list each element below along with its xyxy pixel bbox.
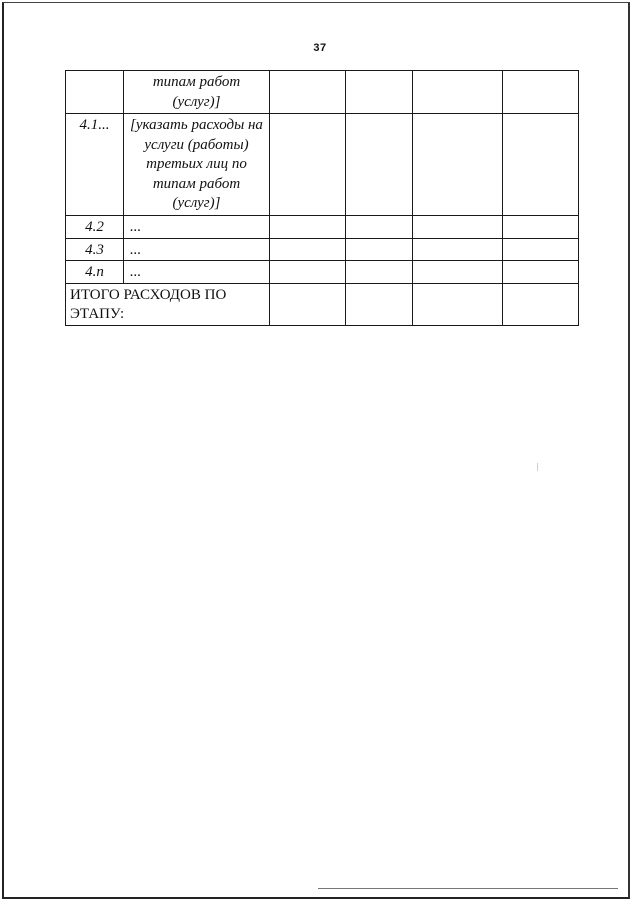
scan-edge-line: [318, 888, 618, 889]
row-number-cell: 4.3: [66, 238, 124, 261]
value-cell: [503, 114, 579, 216]
value-cell: [346, 114, 413, 216]
table-row: [66, 261, 579, 284]
description-line: типам работ: [152, 74, 241, 90]
total-value-cell: [270, 283, 346, 325]
total-label-line: ЭТАПУ:: [70, 306, 125, 322]
description-line: услуги (работы): [144, 136, 249, 153]
value-cell: [503, 71, 579, 114]
description-line: (услуг)]: [172, 195, 221, 211]
value-cell: [270, 238, 346, 261]
value-cell: [346, 216, 413, 239]
scan-artifact: [537, 463, 538, 471]
table-row: [66, 71, 579, 114]
description-line: третьих лиц по: [146, 156, 247, 172]
value-cell: [413, 238, 503, 261]
row-description-cell: [124, 114, 270, 216]
row-number-cell: 4.1...: [66, 114, 124, 216]
value-cell: [413, 261, 503, 284]
description-line: типам работ: [152, 175, 241, 192]
value-cell: [270, 261, 346, 284]
description-line: (услуг)]: [172, 93, 221, 110]
row-description-cell: ...: [124, 216, 270, 239]
value-cell: [503, 216, 579, 239]
row-description-cell: ...: [124, 261, 270, 284]
total-value-cell: [346, 283, 413, 325]
table-row: [66, 114, 579, 216]
value-cell: [413, 114, 503, 216]
total-label-cell: [66, 283, 270, 325]
value-cell: [346, 71, 413, 114]
row-number-cell: 4.n: [66, 261, 124, 284]
table-row: [66, 238, 579, 261]
total-label-line: ИТОГО РАСХОДОВ ПО: [70, 286, 227, 303]
value-cell: [346, 261, 413, 284]
total-value-cell: [503, 283, 579, 325]
page-number: 37: [313, 42, 327, 54]
value-cell: [270, 71, 346, 114]
total-value-cell: [413, 283, 503, 325]
description-line: [указать расходы на: [130, 117, 263, 133]
table-row: [66, 216, 579, 239]
row-description-cell: [124, 71, 270, 114]
row-number-cell: [66, 71, 124, 114]
row-description-cell: ...: [124, 238, 270, 261]
row-number-cell: 4.2: [66, 216, 124, 239]
value-cell: [413, 71, 503, 114]
value-cell: [270, 216, 346, 239]
value-cell: [270, 114, 346, 216]
total-row: [66, 283, 579, 325]
value-cell: [346, 238, 413, 261]
expense-table: [65, 70, 579, 326]
value-cell: [503, 261, 579, 284]
value-cell: [503, 238, 579, 261]
value-cell: [413, 216, 503, 239]
